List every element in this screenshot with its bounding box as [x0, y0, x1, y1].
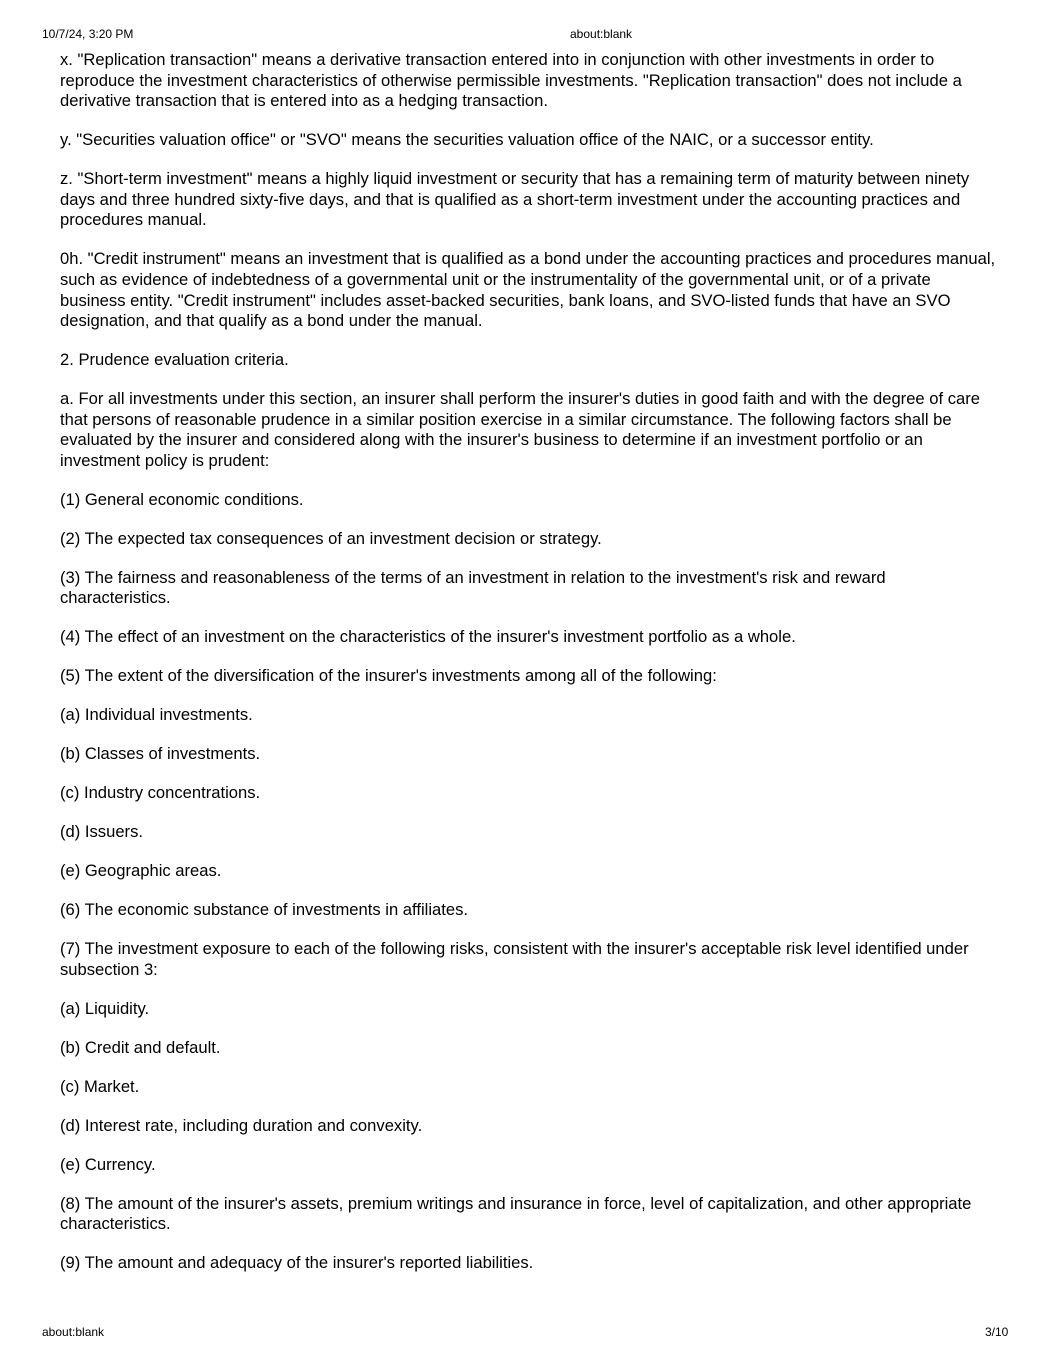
paragraph: y. "Securities valuation office" or "SVO" means the securities valuation office of the NAIC, or a successor entity.: [60, 130, 874, 150]
print-datetime: 10/7/24, 3:20 PM: [42, 27, 134, 41]
paragraph: (e) Geographic areas.: [60, 861, 222, 881]
page-number: 3/10: [985, 1325, 1009, 1339]
paragraph: (b) Credit and default.: [60, 1037, 221, 1057]
print-page-title: about:blank: [570, 27, 633, 41]
paragraph: (a) Individual investments.: [60, 705, 253, 725]
paragraph: a. For all investments under this section, an insurer shall perform the insurer's duties in good faith and with the degree of care that persons of reasonable prudence in a similar position exercise in a similar circumstance. The following factors shall be evaluated by the insurer and considered along with the insurer's business to determine if an investment portfolio or an investment policy is prudent:: [60, 389, 980, 470]
paragraph: (6) The economic substance of investments in affiliates.: [60, 900, 468, 920]
paragraph: (7) The investment exposure to each of the following risks, consistent with the insurer's acceptable risk level identified under subsection 3:: [60, 939, 969, 979]
paragraph: (8) The amount of the insurer's assets, premium writings and insurance in force, level of capitalization, and other appropriate characteristics.: [60, 1193, 972, 1234]
paragraph: x. "Replication transaction" means a derivative transaction entered into in conjunction with other investments in order to reproduce the investment characteristics of otherwise permissible investments. "Replication transaction" does not include a derivative transaction that is entered into as a hedging transaction.: [60, 50, 962, 111]
paragraph: (2) The expected tax consequences of an investment decision or strategy.: [60, 528, 602, 548]
paragraph: (4) The effect of an investment on the characteristics of the insurer's investment portfolio as a whole.: [60, 627, 796, 647]
paragraph: (d) Issuers.: [60, 822, 143, 842]
paragraph: (d) Interest rate, including duration and convexity.: [60, 1115, 423, 1135]
paragraph: (c) Market.: [60, 1076, 140, 1096]
paragraph: z. "Short-term investment" means a highly liquid investment or security that has a remaining term of maturity between ninety days and three hundred sixty-five days, and that is qualified as a short-term investment under the accounting practices and procedures manual.: [60, 169, 970, 230]
paragraph: (9) The amount and adequacy of the insurer's reported liabilities.: [60, 1253, 534, 1273]
paragraph: (5) The extent of the diversification of the insurer's investments among all of the following:: [60, 666, 717, 686]
print-url: about:blank: [42, 1325, 105, 1339]
document-body: [60, 50, 1000, 1292]
paragraph: (a) Liquidity.: [60, 998, 150, 1018]
paragraph: 0h. "Credit instrument" means an investment that is qualified as a bond under the accounting practices and procedures manual, such as evidence of indebtedness of a governmental unit or the instrumentality of the governmental unit, or of a private business entity. "Credit instrument" includes asset-backed securities, bank loans, and SVO-listed funds that have an SVO designation, and that qualify as a bond under the manual.: [60, 249, 996, 331]
paragraph: 2. Prudence evaluation criteria.: [60, 350, 289, 370]
paragraph: (1) General economic conditions.: [60, 489, 304, 509]
paragraph: (e) Currency.: [60, 1154, 156, 1174]
paragraph: (b) Classes of investments.: [60, 744, 261, 764]
paragraph: (3) The fairness and reasonableness of the terms of an investment in relation to the investment's risk and reward characteristics.: [60, 567, 886, 608]
paragraph: (c) Industry concentrations.: [60, 783, 261, 803]
